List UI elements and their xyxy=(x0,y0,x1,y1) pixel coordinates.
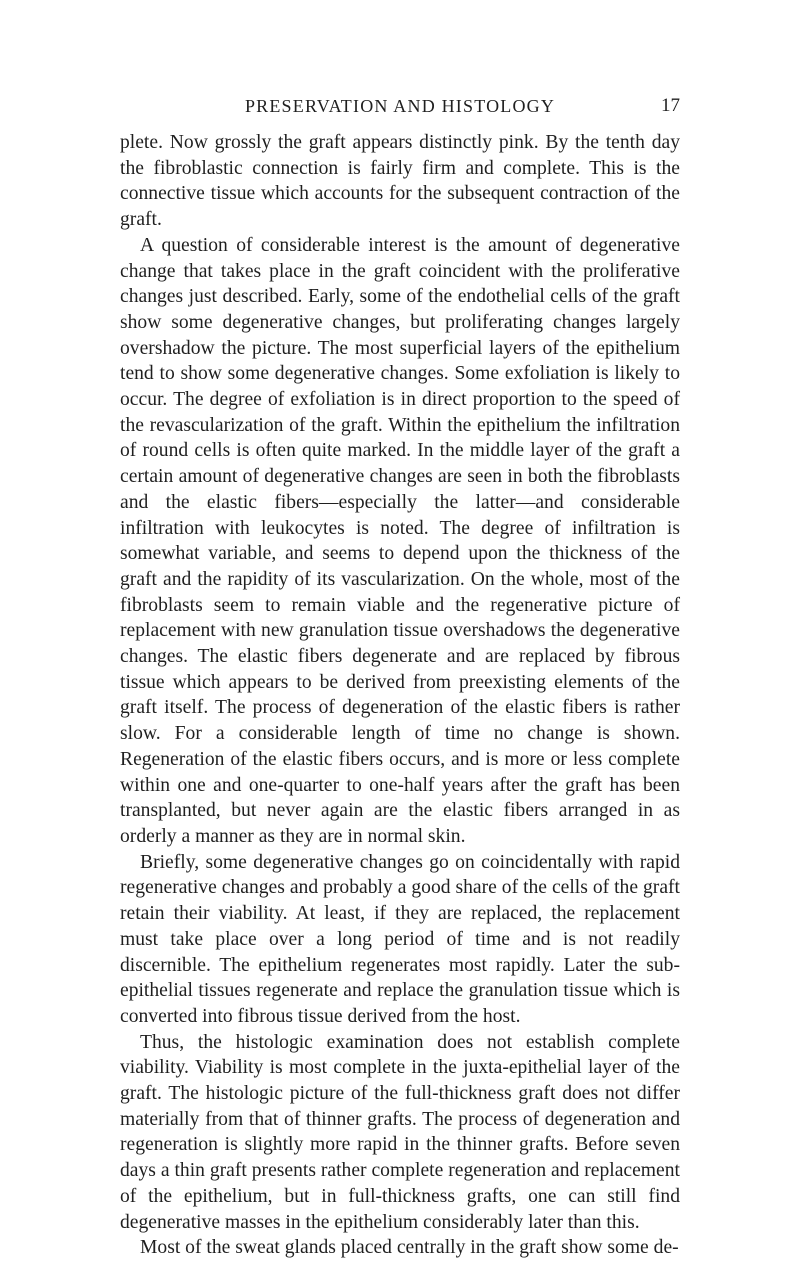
paragraph-histologic-examination: Thus, the histologic examination does not establish complete viability. Viability is most complete in the juxta-epithelial layer of the graft. The histologic picture of the full-thickness graft does not differ materially from that of thinner grafts. The process of degeneration and regeneration is slightly more rapid in the thinner grafts. Before seven days a thin graft presents rather complete regeneration and replacement of the epithelium, but in full-thickness grafts, one can still find degenerative masses in the epithelium considerably later than this. xyxy=(120,1031,680,1233)
running-head xyxy=(120,94,680,118)
page-number: 17 xyxy=(661,95,680,116)
paragraph-degenerative-change: A question of considerable interest is the amount of degenerative change that takes place in the graft coincident with the proliferative changes just described. Early, some of the endothelial cells of the graft show some degenerative changes, but proliferating changes largely overshadow the picture. The most superficial layers of the epithelium tend to show some degenerative changes. Some exfoliation is likely to occur. The degree of exfoliation is in direct proportion to the speed of the revascularization of the graft. Within the epithelium the infiltration of round cells is often quite marked. In the middle layer of the graft a certain amount of degenerative changes are seen in both the fibroblasts and the elastic fibers—especially the latter—and considerable infiltration with leukocytes is noted. The degree of infiltration is somewhat variable, and seems to depend upon the thickness of the graft and the rapidity of its vascularization. On the whole, most of the fibroblasts seem to remain viable and the regenerative picture of replacement with new granulation tissue overshadows the degenerative changes. The elastic fibers degenerate and are replaced by fibrous tissue which appears to be derived from preexisting elements of the graft itself. The process of degeneration of the elastic fibers is rather slow. For a considerable length of time no change is shown. Regeneration of the elastic fibers occurs, and is more or less complete within one and one-quarter to one-half years after the graft has been transplanted, but never again are the elastic fibers arranged in as orderly a manner as they are in normal skin. xyxy=(120,234,680,847)
paragraph-briefly: Briefly, some degenerative changes go on coincidentally with rapid regenerative changes and probably a good share of the cells of the graft retain their viability. At least, if they are replaced, the replacement must take place over a long period of time and is not readily discernible. The epithelium regenerates most rapidly. Later the sub-epithelial tissues regenerate and replace the granulation tissue which is converted into fibrous tissue derived from the host. xyxy=(120,851,680,1027)
body-text xyxy=(120,130,680,1261)
paragraph-sweat-glands: Most of the sweat glands placed centrally in the graft show some de- xyxy=(140,1237,679,1259)
running-title: PRESERVATION AND HISTOLOGY xyxy=(244,96,556,116)
paragraph-continued: plete. Now grossly the graft appears distinctly pink. By the tenth day the fibroblastic connection is fairly firm and complete. This is the connective tissue which accounts for the subsequent contraction of the graft. xyxy=(120,132,680,231)
